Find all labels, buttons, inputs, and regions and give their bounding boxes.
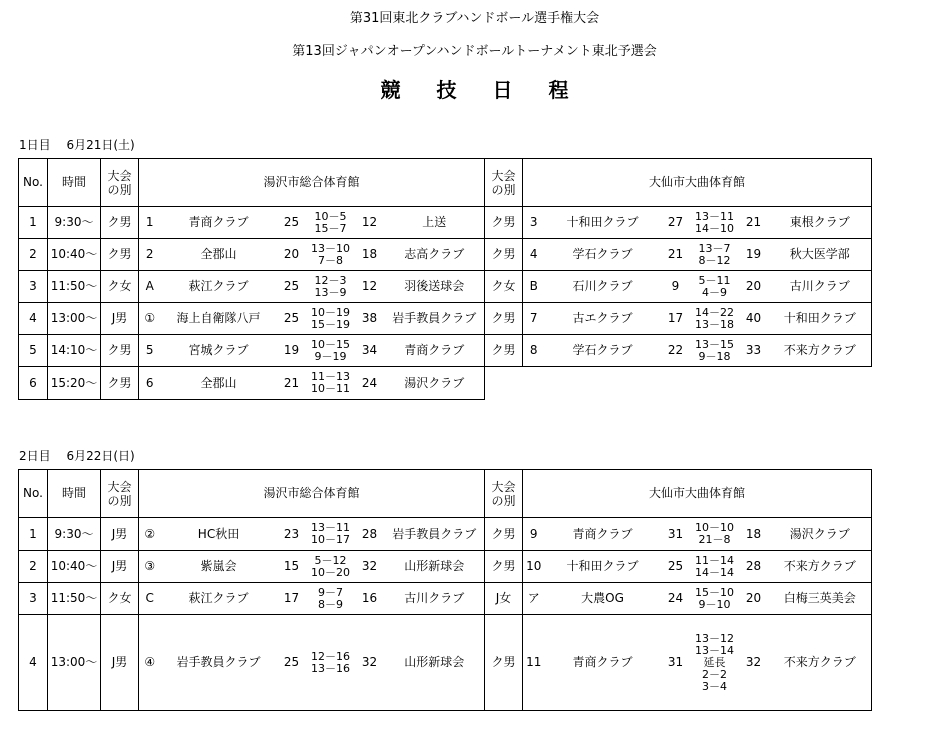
team2-score: 32 [355, 551, 385, 583]
half-score: 9－7 [318, 585, 343, 599]
half-score: 5－12 [314, 553, 347, 567]
category: J男 [101, 551, 139, 583]
half-scores [307, 367, 355, 400]
team2-name: 羽後送球会 [385, 271, 485, 303]
match-id: 7 [523, 303, 545, 335]
half-scores [307, 551, 355, 583]
team2-score: 20 [739, 271, 769, 303]
match-time: 10:40～ [48, 551, 101, 583]
team2-score: 21 [739, 207, 769, 239]
half-score: 5－11 [698, 273, 731, 287]
header-category-line2: の別 [107, 493, 132, 508]
table-row [19, 518, 872, 551]
team1-name: 岩手教員クラブ [161, 615, 277, 711]
team1-name: 萩江クラブ [161, 271, 277, 303]
match-id: ③ [139, 551, 161, 583]
half-scores [691, 271, 739, 303]
half-score: 7－8 [318, 253, 343, 267]
half-scores [691, 335, 739, 367]
schedule-heading [0, 74, 949, 103]
half-scores [691, 583, 739, 615]
half-score: 14－14 [695, 565, 734, 579]
team2-name: 白梅三英美会 [769, 583, 872, 615]
team1-score: 25 [277, 207, 307, 239]
team2-score: 12 [355, 207, 385, 239]
match-no: 2 [19, 551, 48, 583]
category: ク女 [101, 271, 139, 303]
match-no: 1 [19, 518, 48, 551]
team1-name: 全郡山 [161, 367, 277, 400]
half-score: 4－9 [702, 285, 727, 299]
category: ク女 [101, 583, 139, 615]
team1-name: 十和田クラブ [545, 207, 661, 239]
half-score: 9－18 [698, 349, 731, 363]
match-no: 4 [19, 303, 48, 335]
category: J女 [485, 583, 523, 615]
category: ク男 [485, 335, 523, 367]
schedule-heading-char: 程 [548, 78, 569, 102]
match-no: 3 [19, 583, 48, 615]
team1-score: 21 [277, 367, 307, 400]
team2-name: 青商クラブ [385, 335, 485, 367]
half-score: 10－20 [311, 565, 350, 579]
team1-score: 21 [661, 239, 691, 271]
half-scores [691, 303, 739, 335]
half-score: 10－19 [311, 305, 350, 319]
team1-score: 17 [661, 303, 691, 335]
half-score: 10－17 [311, 533, 350, 546]
match-no: 2 [19, 239, 48, 271]
category: ク男 [101, 239, 139, 271]
team1-score: 17 [277, 583, 307, 615]
category: ク男 [485, 551, 523, 583]
header-category-line1: 大会 [491, 479, 516, 494]
team2-score: 28 [355, 518, 385, 551]
match-id: 11 [523, 615, 545, 711]
table-row [19, 583, 872, 615]
team2-score: 40 [739, 303, 769, 335]
half-score: 10－15 [311, 337, 350, 351]
category: ク男 [101, 207, 139, 239]
qualifier-title: 第13回ジャパンオープンハンドボールトーナメント東北予選会 [292, 44, 657, 59]
category: ク男 [485, 207, 523, 239]
header-category-line2: の別 [491, 182, 516, 197]
match-id: ④ [139, 615, 161, 711]
team1-score: 15 [277, 551, 307, 583]
category: ク男 [485, 615, 523, 711]
team1-score: 27 [661, 207, 691, 239]
category: ク男 [485, 303, 523, 335]
half-scores [307, 615, 355, 711]
match-no: 6 [19, 367, 48, 400]
team1-name: 学石クラブ [545, 335, 661, 367]
team2-name: 十和田クラブ [769, 303, 872, 335]
team1-score: 31 [661, 615, 691, 711]
match-id: ② [139, 518, 161, 551]
table-row [19, 271, 872, 303]
half-score: 14－22 [695, 305, 734, 319]
table-row [19, 367, 872, 400]
half-scores [691, 615, 739, 711]
half-scores [691, 551, 739, 583]
team2-name: 不来方クラブ [769, 615, 872, 711]
team2-score: 32 [355, 615, 385, 711]
half-score: 9－19 [314, 349, 347, 363]
header-no: No. [19, 159, 48, 207]
team1-name: 青商クラブ [545, 518, 661, 551]
team1-score: 24 [661, 583, 691, 615]
half-score: 10－11 [311, 382, 350, 395]
category: ク男 [485, 518, 523, 551]
header-category-line2: の別 [107, 182, 132, 197]
half-score: 8－9 [318, 597, 343, 611]
match-time: 9:30～ [48, 207, 101, 239]
day2-label: 2日目 6月22日(日) [19, 449, 135, 463]
category: J男 [101, 303, 139, 335]
half-score: 12－16 [311, 649, 350, 663]
match-time: 13:00～ [48, 303, 101, 335]
match-time: 11:50～ [48, 583, 101, 615]
team2-score: 34 [355, 335, 385, 367]
half-score: 13－10 [311, 241, 350, 255]
half-score: 12－3 [314, 273, 347, 287]
header-category [485, 470, 523, 518]
team1-name: 大農OG [545, 583, 661, 615]
schedule-heading-char: 日 [492, 78, 513, 102]
match-id: 4 [523, 239, 545, 271]
half-scores [307, 271, 355, 303]
team1-score: 9 [661, 271, 691, 303]
team1-score: 20 [277, 239, 307, 271]
match-no: 3 [19, 271, 48, 303]
header-category-line1: 大会 [107, 479, 132, 494]
category: J男 [101, 615, 139, 711]
team1-name: HC秋田 [161, 518, 277, 551]
half-scores [691, 207, 739, 239]
half-score: 13－16 [311, 661, 350, 675]
match-time: 10:40～ [48, 239, 101, 271]
team2-name: 上送 [385, 207, 485, 239]
half-score: 15－7 [314, 221, 347, 235]
half-scores [307, 335, 355, 367]
match-id: 6 [139, 367, 161, 400]
half-score: 8－12 [698, 253, 731, 267]
team2-score: 28 [739, 551, 769, 583]
half-scores [691, 518, 739, 551]
half-score: 10－10 [695, 521, 734, 534]
half-score: 2－2 [702, 667, 727, 681]
match-id: 3 [523, 207, 545, 239]
team2-name: 山形新球会 [385, 615, 485, 711]
header-venue-a: 湯沢市総合体育館 [139, 470, 485, 518]
half-score: 15－19 [311, 317, 350, 331]
category: ク男 [485, 239, 523, 271]
team1-name: 青商クラブ [161, 207, 277, 239]
category: ク男 [101, 367, 139, 400]
team1-score: 19 [277, 335, 307, 367]
half-scores [307, 207, 355, 239]
half-score: 13－18 [695, 317, 734, 331]
category: J男 [101, 518, 139, 551]
team2-name: 志高クラブ [385, 239, 485, 271]
half-score: 13－15 [695, 337, 734, 351]
team2-name: 岩手教員クラブ [385, 518, 485, 551]
team2-name: 不来方クラブ [769, 335, 872, 367]
team2-name: 東根クラブ [769, 207, 872, 239]
header-category [101, 159, 139, 207]
table-row [19, 303, 872, 335]
half-scores [307, 303, 355, 335]
team1-name: 紫嵐会 [161, 551, 277, 583]
half-score: 13－7 [698, 241, 731, 255]
table-row [19, 239, 872, 271]
team1-name: 海上自衛隊八戸 [161, 303, 277, 335]
day1-label: 1日目 6月21日(土) [19, 138, 135, 152]
team1-name: 青商クラブ [545, 615, 661, 711]
schedule-heading-char: 技 [436, 78, 457, 102]
team2-score: 38 [355, 303, 385, 335]
half-score: 9－10 [698, 597, 731, 611]
team2-name: 山形新球会 [385, 551, 485, 583]
team2-name: 古川クラブ [769, 271, 872, 303]
team1-score: 25 [277, 303, 307, 335]
category: ク男 [101, 335, 139, 367]
match-id: ア [523, 583, 545, 615]
header-venue-b: 大仙市大曲体育館 [523, 470, 872, 518]
half-score: 延長 [703, 655, 726, 669]
header-time: 時間 [48, 159, 101, 207]
header-category-line1: 大会 [107, 168, 132, 183]
match-id: 9 [523, 518, 545, 551]
team2-score: 18 [355, 239, 385, 271]
half-scores [307, 239, 355, 271]
half-score: 3－4 [702, 679, 727, 693]
half-scores [307, 518, 355, 551]
match-no: 1 [19, 207, 48, 239]
team1-score: 25 [661, 551, 691, 583]
day1-schedule-table [18, 158, 872, 400]
match-no: 4 [19, 615, 48, 711]
team2-score: 12 [355, 271, 385, 303]
half-score: 13－12 [695, 631, 734, 645]
match-time: 13:00～ [48, 615, 101, 711]
team1-score: 31 [661, 518, 691, 551]
half-score: 11－14 [695, 553, 734, 567]
match-time: 9:30～ [48, 518, 101, 551]
team2-score: 16 [355, 583, 385, 615]
team2-score: 19 [739, 239, 769, 271]
header-venue-b: 大仙市大曲体育館 [523, 159, 872, 207]
match-time: 11:50～ [48, 271, 101, 303]
match-id: 1 [139, 207, 161, 239]
category: ク女 [485, 271, 523, 303]
team1-score: 23 [277, 518, 307, 551]
match-id: C [139, 583, 161, 615]
team2-name: 不来方クラブ [769, 551, 872, 583]
team1-name: 学石クラブ [545, 239, 661, 271]
half-score: 13－14 [695, 643, 734, 657]
match-id: ① [139, 303, 161, 335]
team1-name: 全郡山 [161, 239, 277, 271]
match-time: 15:20～ [48, 367, 101, 400]
half-score: 15－10 [695, 585, 734, 599]
team1-score: 22 [661, 335, 691, 367]
half-scores [691, 239, 739, 271]
half-score: 21－8 [698, 533, 731, 546]
header-no: No. [19, 470, 48, 518]
header-venue-a: 湯沢市総合体育館 [139, 159, 485, 207]
team2-name: 岩手教員クラブ [385, 303, 485, 335]
match-id: 5 [139, 335, 161, 367]
match-time: 14:10～ [48, 335, 101, 367]
header-category [101, 470, 139, 518]
table-row [19, 207, 872, 239]
team1-name: 古エクラブ [545, 303, 661, 335]
team2-score: 24 [355, 367, 385, 400]
table-row [19, 551, 872, 583]
half-scores [307, 583, 355, 615]
tournament-title: 第31回東北クラブハンドボール選手権大会 [349, 11, 600, 26]
match-id: A [139, 271, 161, 303]
header-category-line1: 大会 [491, 168, 516, 183]
team1-score: 25 [277, 271, 307, 303]
header-category [485, 159, 523, 207]
half-score: 10－5 [314, 209, 347, 223]
half-score: 13－11 [695, 209, 734, 223]
day2-schedule-table [18, 469, 872, 711]
team1-name: 石川クラブ [545, 271, 661, 303]
half-score: 13－9 [314, 285, 347, 299]
schedule-heading-char: 競 [380, 78, 401, 102]
match-id: 2 [139, 239, 161, 271]
header-time: 時間 [48, 470, 101, 518]
header-category-line2: の別 [491, 493, 516, 508]
team2-name: 秋大医学部 [769, 239, 872, 271]
match-id: 8 [523, 335, 545, 367]
team2-name: 古川クラブ [385, 583, 485, 615]
table-row [19, 615, 872, 711]
team2-score: 33 [739, 335, 769, 367]
match-id: B [523, 271, 545, 303]
match-no: 5 [19, 335, 48, 367]
half-score: 11－13 [311, 370, 350, 383]
match-id: 10 [523, 551, 545, 583]
team2-score: 32 [739, 615, 769, 711]
team2-name: 湯沢クラブ [769, 518, 872, 551]
team1-score: 25 [277, 615, 307, 711]
team1-name: 十和田クラブ [545, 551, 661, 583]
team2-score: 20 [739, 583, 769, 615]
team2-name: 湯沢クラブ [385, 367, 485, 400]
empty-cell [485, 367, 872, 400]
team2-score: 18 [739, 518, 769, 551]
team1-name: 萩江クラブ [161, 583, 277, 615]
half-score: 13－11 [311, 521, 350, 534]
half-score: 14－10 [695, 221, 734, 235]
team1-name: 宮城クラブ [161, 335, 277, 367]
table-row [19, 335, 872, 367]
